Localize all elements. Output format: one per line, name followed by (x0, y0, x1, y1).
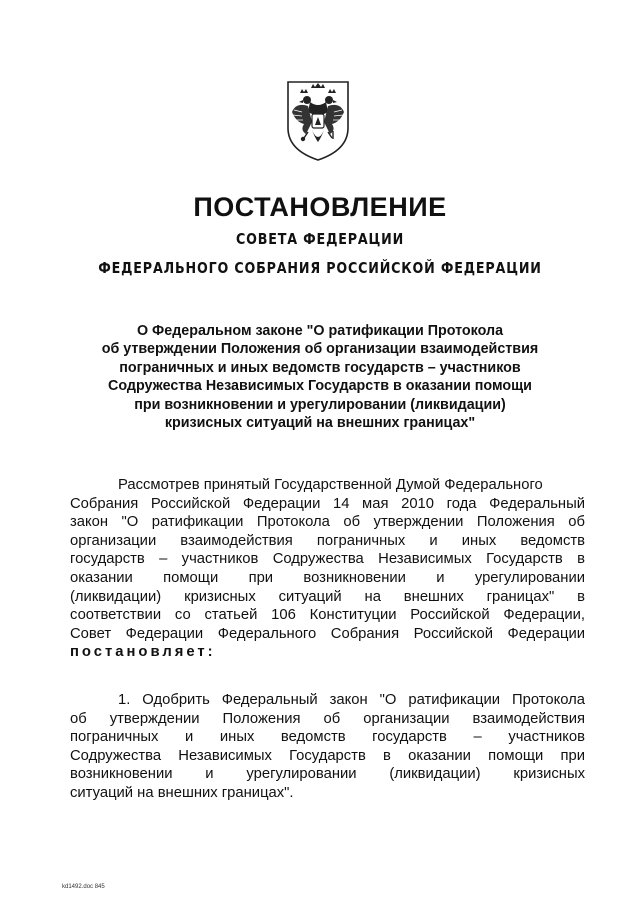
item-line: Содружества Независимых Государств в оказании помощи при (70, 747, 585, 764)
file-reference: kd1492.doc 845 (62, 884, 105, 890)
issuer-line-2: ФЕДЕРАЛЬНОГО СОБРАНИЯ РОССИЙСКОЙ ФЕДЕРАЦИИ (98, 259, 542, 277)
russian-coat-of-arms-icon (282, 78, 354, 162)
subject-line: Содружества Независимых Государств в оказании помощи (108, 378, 532, 395)
preamble-line: государств – участников Содружества Независимых Государств в (70, 551, 585, 568)
item-line: ситуаций на внешних границах". (70, 784, 294, 801)
item-1-paragraph (70, 691, 585, 803)
preamble-line: оказании помощи при возникновении и урегулировании (70, 569, 585, 586)
subject-line: О Федеральном законе "О ратификации Протокола (136, 323, 504, 339)
preamble-line: закон "О ратификации Протокола об утверждении Положения об (70, 514, 585, 531)
preamble-line: Рассмотрев принятый Государственной Думой Федерального (118, 477, 543, 493)
subject-line: об утверждении Положения об организации взаимодействия (101, 341, 539, 358)
preamble-line: (ликвидации) кризисных ситуаций на внешних границах" в (70, 588, 585, 605)
preamble-line: организации взаимодействия пограничных и иных ведомств (70, 532, 585, 549)
resolves-word: постановляет: (70, 644, 216, 661)
page-title: ПОСТАНОВЛЕНИЕ (193, 192, 447, 222)
subject-line: пограничных и иных ведомств государств – участников (119, 359, 521, 376)
preamble-paragraph (70, 476, 585, 662)
item-line: об утверждении Положения об организации взаимодействия (70, 710, 585, 727)
subject-line: кризисных ситуаций на внешних границах" (164, 415, 476, 432)
item-line: 1. Одобрить Федеральный закон "О ратификации Протокола (118, 692, 585, 708)
preamble-line: соответствии со статьей 106 Конституции Российской Федерации, (70, 607, 585, 624)
preamble-line: Собрания Российской Федерации 14 мая 2010 года Федеральный (70, 495, 585, 512)
document-subject (70, 322, 570, 432)
issuer-line-1: СОВЕТА ФЕДЕРАЦИИ (235, 230, 405, 248)
item-line: пограничных и иных ведомств государств – участников (70, 729, 585, 746)
preamble-line: Совет Федерации Федерального Собрания Российской Федерации (70, 625, 585, 642)
subject-line: при возникновении и урегулировании (ликвидации) (134, 396, 506, 413)
item-line: возникновении и урегулировании (ликвидации) кризисных (70, 766, 585, 783)
